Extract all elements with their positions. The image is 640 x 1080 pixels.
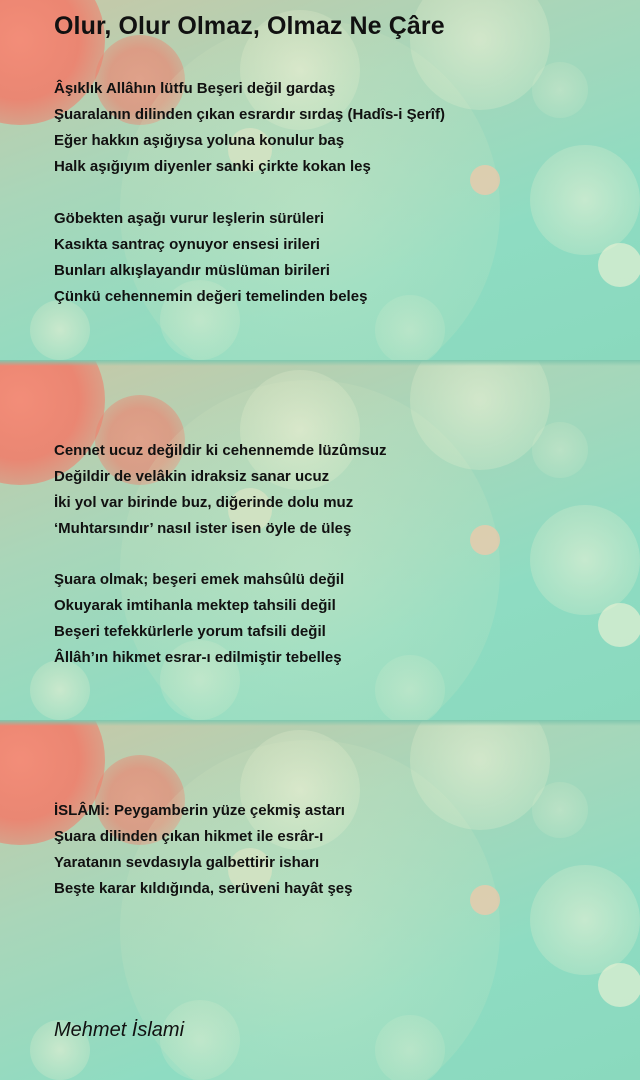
poem-line: Kasıkta santraç oynuyor ensesi irileri [54, 236, 320, 253]
stanza-4 [54, 567, 344, 671]
poem-line: Okuyarak imtihanla mektep tahsili değil [54, 597, 336, 614]
poem-line: Eğer hakkın aşığıysa yoluna konulur baş [54, 132, 345, 149]
stanza-3 [54, 438, 387, 542]
poem-line: Beşte karar kıldığında, serüveni hayât şeş [54, 880, 353, 897]
poem-line: Çünkü cehennemin değeri temelinden beleş [54, 288, 368, 305]
poem-line: Âşıklık Allâhın lütfu Beşeri değil gardaş [54, 80, 336, 97]
poem-line: Şuaralanın dilinden çıkan esrardır sırdaş (Hadîs-i Şerîf) [54, 106, 445, 123]
poem-title: Olur, Olur Olmaz, Olmaz Ne Çâre [54, 12, 445, 40]
panel-divider [0, 360, 640, 366]
poem-line: Şuara dilinden çıkan hikmet ile esrâr-ı [54, 828, 324, 845]
panel-divider [0, 720, 640, 726]
poem-line: Cennet ucuz değildir ki cehennemde lüzûmsuz [54, 442, 387, 459]
poem-line: Yaratanın sevdasıyla galbettirir isharı [54, 854, 320, 871]
background-panel-1 [0, 0, 640, 360]
stanza-1 [54, 76, 445, 180]
background-panel-2 [0, 360, 640, 720]
poem-author: Mehmet İslami [54, 1019, 185, 1041]
stanza-5 [54, 798, 352, 902]
poem-line: Göbekten aşağı vurur leşlerin sürüleri [54, 210, 325, 227]
poem-line: Şuara olmak; beşeri emek mahsûlü değil [54, 571, 345, 588]
poem-line: Değildir de velâkin idraksiz sanar ucuz [54, 468, 330, 485]
poem-line: Âllâh’ın hikmet esrar-ı edilmiştir tebelleş [54, 649, 342, 666]
poem-line: İSLÂMİ: Peygamberin yüze çekmiş astarı [54, 802, 345, 819]
poem-line: Halk aşığıyım diyenler sanki çirkte kokan leş [54, 158, 371, 175]
poem-line: ‘Muhtarsındır’ nasıl ister isen öyle de üleş [54, 520, 352, 537]
poem-line: İki yol var birinde buz, diğerinde dolu muz [54, 494, 354, 511]
stanza-2 [54, 206, 367, 310]
poem-line: Beşeri tefekkürlerle yorum tafsili değil [54, 623, 326, 640]
poem-line: Bunları alkışlayandır müslüman birileri [54, 262, 330, 279]
